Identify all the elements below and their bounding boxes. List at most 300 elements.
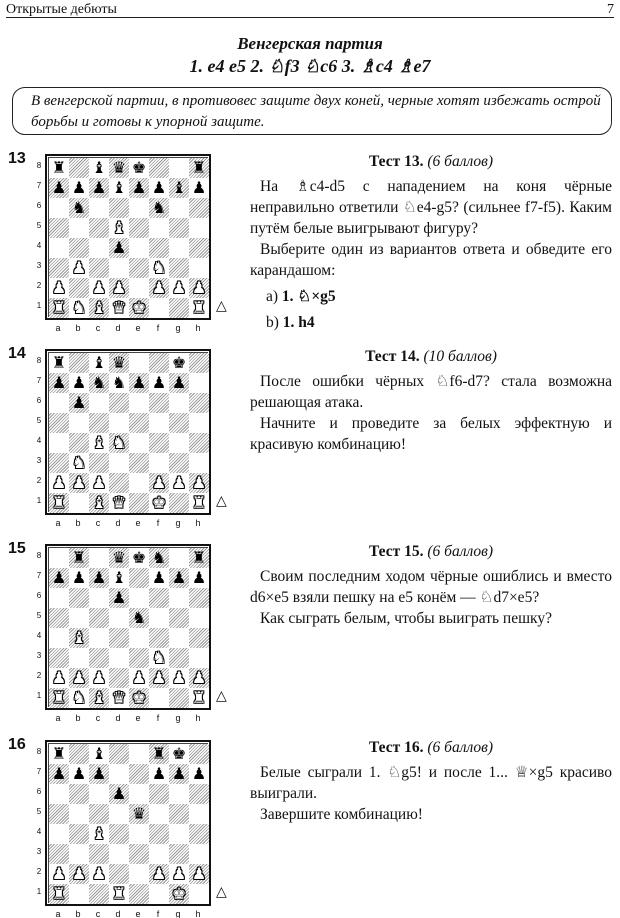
test-label: Тест 15.: [368, 543, 424, 560]
board-square: [169, 844, 189, 864]
white-pawn-icon: ♟: [51, 473, 67, 492]
board-square: [149, 628, 169, 648]
white-knight-icon: ♞: [71, 298, 87, 317]
test-points: (6 баллов): [427, 153, 494, 170]
black-pawn-icon: ♟: [71, 178, 87, 197]
board-square: [149, 413, 169, 433]
rank-labels: [35, 156, 43, 316]
file-labels: [48, 909, 208, 918]
black-pawn-icon: ♟: [51, 764, 67, 783]
test-14-text: [250, 346, 612, 455]
white-pawn-icon: ♟: [191, 668, 207, 687]
board-square: [69, 608, 89, 628]
board-square: [69, 178, 89, 198]
board-square: [109, 824, 129, 844]
board-square: [169, 258, 189, 278]
board-square: [109, 568, 129, 588]
board-grid: [48, 547, 208, 707]
file-label: h: [195, 713, 201, 723]
board-square: [69, 764, 89, 784]
board-square: [129, 784, 149, 804]
opening-title: Венгерская партия: [237, 34, 383, 53]
white-pawn-icon: ♟: [51, 864, 67, 883]
board-square: [49, 453, 69, 473]
board-square: [129, 238, 149, 258]
black-knight-icon: ♞: [111, 373, 127, 392]
rank-label: 7: [36, 376, 42, 385]
diagram-number: 16: [8, 736, 26, 753]
diagram-13: [8, 150, 227, 335]
board-square: [49, 353, 69, 373]
board-square: [89, 373, 109, 393]
white-pawn-icon: ♟: [51, 668, 67, 687]
white-knight-icon: ♞: [71, 453, 87, 472]
board-square: [49, 298, 69, 318]
board-square: [69, 198, 89, 218]
white-pawn-icon: ♟: [151, 473, 167, 492]
white-pawn-icon: ♟: [171, 864, 187, 883]
white-knight-icon: ♞: [151, 648, 167, 667]
file-label: f: [156, 518, 160, 528]
white-pawn-icon: ♟: [91, 668, 107, 687]
board-square: [129, 158, 149, 178]
board-square: [189, 278, 209, 298]
black-queen-icon: ♛: [111, 353, 127, 372]
board-square: [169, 473, 189, 493]
board-square: [169, 884, 189, 904]
white-pawn-icon: ♟: [71, 473, 87, 492]
board-square: [69, 433, 89, 453]
board-square: [129, 393, 149, 413]
board-square: [109, 688, 129, 708]
black-pawn-icon: ♟: [51, 178, 67, 197]
rank-label: 6: [36, 201, 42, 210]
board-square: [149, 393, 169, 413]
board-square: [49, 608, 69, 628]
rank-label: 1: [36, 691, 42, 700]
board-square: [189, 884, 209, 904]
board-square: [109, 473, 129, 493]
board-square: [189, 158, 209, 178]
black-bishop-icon: ♝: [111, 568, 127, 587]
rank-label: 1: [36, 301, 42, 310]
board-square: [69, 844, 89, 864]
black-pawn-icon: ♟: [71, 764, 87, 783]
chessboard: [45, 349, 211, 515]
white-pawn-icon: ♟: [171, 668, 187, 687]
white-pawn-icon: ♟: [151, 668, 167, 687]
board-square: [129, 258, 149, 278]
board-square: [49, 238, 69, 258]
rank-label: 3: [36, 456, 42, 465]
board-square: [149, 373, 169, 393]
board-square: [49, 433, 69, 453]
rank-label: 4: [36, 436, 42, 445]
board-square: [169, 373, 189, 393]
white-bishop-icon: ♝: [91, 688, 107, 707]
board-square: [189, 393, 209, 413]
board-square: [89, 884, 109, 904]
rank-label: 7: [36, 181, 42, 190]
board-square: [189, 628, 209, 648]
white-bishop-icon: ♝: [91, 433, 107, 452]
test-heading: [250, 541, 612, 562]
rank-label: 6: [36, 591, 42, 600]
board-square: [149, 864, 169, 884]
test-heading: [250, 151, 612, 172]
board-square: [89, 353, 109, 373]
black-pawn-icon: ♟: [171, 764, 187, 783]
board-square: [89, 608, 109, 628]
board-square: [149, 158, 169, 178]
file-label: g: [175, 713, 181, 723]
board-square: [109, 178, 129, 198]
board-grid: [48, 352, 208, 512]
board-square: [89, 413, 109, 433]
board-square: [149, 784, 169, 804]
board-square: [109, 864, 129, 884]
board-square: [109, 804, 129, 824]
board-square: [69, 548, 89, 568]
board-square: [149, 473, 169, 493]
board-square: [129, 198, 149, 218]
file-label: c: [95, 909, 101, 918]
white-king-icon: ♚: [171, 884, 187, 903]
board-square: [169, 413, 189, 433]
black-pawn-icon: ♟: [191, 568, 207, 587]
board-square: [69, 258, 89, 278]
black-pawn-icon: ♟: [51, 568, 67, 587]
board-square: [149, 238, 169, 258]
black-pawn-icon: ♟: [191, 764, 207, 783]
white-rook-icon: ♜: [191, 688, 207, 707]
board-square: [189, 453, 209, 473]
board-square: [169, 568, 189, 588]
board-square: [109, 784, 129, 804]
file-label: b: [75, 909, 81, 918]
white-to-move-icon: △: [216, 884, 227, 900]
file-label: e: [135, 323, 141, 333]
board-square: [129, 824, 149, 844]
rank-label: 4: [36, 241, 42, 250]
board-square: [189, 764, 209, 784]
board-square: [129, 353, 149, 373]
board-square: [129, 433, 149, 453]
board-square: [189, 238, 209, 258]
rank-label: 8: [36, 551, 42, 560]
white-pawn-icon: ♟: [71, 864, 87, 883]
board-square: [49, 804, 69, 824]
board-square: [69, 568, 89, 588]
test-label: Тест 13.: [368, 153, 424, 170]
board-square: [49, 824, 69, 844]
rank-label: 5: [36, 221, 42, 230]
black-rook-icon: ♜: [191, 548, 207, 567]
board-square: [169, 353, 189, 373]
rank-label: 6: [36, 396, 42, 405]
board-square: [49, 784, 69, 804]
board-square: [89, 628, 109, 648]
file-label: h: [195, 909, 201, 918]
white-knight-icon: ♞: [71, 688, 87, 707]
board-square: [169, 588, 189, 608]
board-square: [169, 298, 189, 318]
board-square: [69, 668, 89, 688]
board-square: [69, 413, 89, 433]
file-label: b: [75, 518, 81, 528]
white-pawn-icon: ♟: [71, 668, 87, 687]
opening-moves: 1. e4 e5 2. ♘f3 ♘c6 3. ♗c4 ♗e7: [189, 56, 431, 76]
board-square: [89, 178, 109, 198]
test-points: (10 баллов): [423, 348, 497, 365]
board-square: [89, 218, 109, 238]
file-labels: [48, 323, 208, 333]
white-pawn-icon: ♟: [171, 473, 187, 492]
board-square: [49, 218, 69, 238]
black-pawn-icon: ♟: [111, 238, 127, 257]
white-queen-icon: ♛: [111, 688, 127, 707]
white-knight-icon: ♞: [151, 258, 167, 277]
white-pawn-icon: ♟: [91, 278, 107, 297]
diagram-number: 14: [8, 345, 26, 362]
black-pawn-icon: ♟: [71, 568, 87, 587]
board-square: [69, 804, 89, 824]
board-square: [109, 158, 129, 178]
white-to-move-icon: △: [216, 493, 227, 509]
black-pawn-icon: ♟: [71, 373, 87, 392]
board-square: [109, 278, 129, 298]
board-square: [169, 628, 189, 648]
rank-label: 5: [36, 807, 42, 816]
board-square: [189, 198, 209, 218]
board-square: [89, 238, 109, 258]
black-pawn-icon: ♟: [191, 178, 207, 197]
board-square: [49, 744, 69, 764]
white-pawn-icon: ♟: [191, 278, 207, 297]
board-square: [89, 433, 109, 453]
black-rook-icon: ♜: [151, 744, 167, 763]
file-label: d: [115, 323, 121, 333]
board-square: [89, 568, 109, 588]
board-square: [49, 688, 69, 708]
black-pawn-icon: ♟: [111, 784, 127, 803]
board-square: [129, 568, 149, 588]
board-square: [189, 373, 209, 393]
board-square: [69, 884, 89, 904]
test-heading: [250, 346, 612, 367]
board-square: [129, 668, 149, 688]
board-square: [109, 373, 129, 393]
file-label: f: [156, 323, 160, 333]
rank-label: 5: [36, 416, 42, 425]
black-rook-icon: ♜: [51, 158, 67, 177]
option-letter: a): [266, 288, 279, 305]
board-grid: [48, 743, 208, 903]
board-square: [169, 548, 189, 568]
board-square: [149, 298, 169, 318]
board-square: [89, 258, 109, 278]
board-square: [69, 628, 89, 648]
rank-label: 3: [36, 651, 42, 660]
board-square: [89, 198, 109, 218]
board-square: [129, 548, 149, 568]
task-paragraph: После ошибки чёрных ♘f6-d7? стала возможна решающая атака.: [250, 373, 612, 411]
board-square: [189, 744, 209, 764]
board-square: [169, 688, 189, 708]
rank-label: 1: [36, 887, 42, 896]
board-square: [89, 844, 109, 864]
board-square: [109, 453, 129, 473]
file-label: c: [95, 323, 101, 333]
chessboard: [45, 740, 211, 906]
black-king-icon: ♚: [131, 548, 147, 567]
board-square: [89, 688, 109, 708]
board-square: [69, 588, 89, 608]
black-pawn-icon: ♟: [111, 588, 127, 607]
white-pawn-icon: ♟: [191, 473, 207, 492]
file-label: f: [156, 909, 160, 918]
black-pawn-icon: ♟: [171, 373, 187, 392]
board-square: [189, 588, 209, 608]
board-square: [89, 668, 109, 688]
board-square: [169, 198, 189, 218]
board-square: [89, 278, 109, 298]
test-points: (6 баллов): [427, 543, 494, 560]
board-square: [49, 413, 69, 433]
board-square: [49, 628, 69, 648]
board-square: [189, 668, 209, 688]
board-square: [129, 804, 149, 824]
board-square: [89, 864, 109, 884]
board-square: [189, 298, 209, 318]
board-square: [169, 493, 189, 513]
board-square: [109, 844, 129, 864]
board-square: [89, 453, 109, 473]
board-square: [49, 178, 69, 198]
rank-label: 8: [36, 747, 42, 756]
board-square: [49, 373, 69, 393]
board-square: [129, 373, 149, 393]
board-square: [169, 608, 189, 628]
board-square: [109, 433, 129, 453]
board-square: [69, 298, 89, 318]
board-square: [89, 764, 109, 784]
white-pawn-icon: ♟: [151, 864, 167, 883]
board-square: [89, 493, 109, 513]
board-square: [49, 588, 69, 608]
answer-option[interactable]: [266, 312, 612, 333]
black-knight-icon: ♞: [71, 198, 87, 217]
file-label: h: [195, 518, 201, 528]
board-square: [149, 493, 169, 513]
board-square: [169, 238, 189, 258]
option-move: 1. h4: [282, 314, 315, 331]
board-square: [49, 198, 69, 218]
board-square: [129, 764, 149, 784]
board-square: [149, 198, 169, 218]
black-queen-icon: ♛: [131, 804, 147, 823]
board-square: [109, 198, 129, 218]
black-rook-icon: ♜: [51, 744, 67, 763]
file-label: b: [75, 323, 81, 333]
board-square: [49, 548, 69, 568]
task-paragraph: На ♗c4-d5 с нападением на коня чёрные неправильно ответили ♘e4-g5? (сильнее f7-f5). Каким путём белые выигрывают фигуру?: [250, 178, 612, 237]
board-square: [89, 804, 109, 824]
rank-label: 2: [36, 476, 42, 485]
board-square: [129, 453, 149, 473]
board-square: [109, 548, 129, 568]
board-square: [109, 393, 129, 413]
file-label: d: [115, 713, 121, 723]
file-label: g: [175, 323, 181, 333]
board-square: [169, 744, 189, 764]
board-square: [49, 568, 69, 588]
file-label: a: [55, 323, 61, 333]
board-square: [149, 648, 169, 668]
board-square: [149, 548, 169, 568]
white-rook-icon: ♜: [191, 493, 207, 512]
board-square: [49, 393, 69, 413]
board-square: [89, 473, 109, 493]
black-rook-icon: ♜: [191, 158, 207, 177]
white-pawn-icon: ♟: [51, 278, 67, 297]
black-bishop-icon: ♝: [91, 744, 107, 763]
white-rook-icon: ♜: [51, 298, 67, 317]
black-pawn-icon: ♟: [151, 568, 167, 587]
file-label: c: [95, 713, 101, 723]
rank-label: 3: [36, 261, 42, 270]
board-square: [129, 218, 149, 238]
board-square: [109, 648, 129, 668]
answer-option[interactable]: [266, 286, 612, 307]
white-pawn-icon: ♟: [191, 864, 207, 883]
board-square: [69, 784, 89, 804]
task-paragraph: Белые сыграли 1. ♘g5! и после 1... ♕×g5 красиво выиграли.: [250, 764, 612, 802]
black-pawn-icon: ♟: [151, 178, 167, 197]
option-move: 1. ♘×g5: [281, 288, 336, 305]
board-square: [69, 864, 89, 884]
black-pawn-icon: ♟: [51, 373, 67, 392]
board-square: [109, 668, 129, 688]
board-square: [109, 608, 129, 628]
board-square: [129, 628, 149, 648]
board-square: [189, 413, 209, 433]
running-header: [6, 2, 614, 18]
board-square: [69, 453, 89, 473]
board-square: [169, 393, 189, 413]
board-square: [189, 493, 209, 513]
black-pawn-icon: ♟: [151, 373, 167, 392]
black-rook-icon: ♜: [51, 353, 67, 372]
chessboard: [45, 544, 211, 710]
board-square: [149, 588, 169, 608]
board-square: [169, 804, 189, 824]
black-king-icon: ♚: [171, 744, 187, 763]
white-king-icon: ♚: [151, 493, 167, 512]
rank-label: 2: [36, 867, 42, 876]
board-square: [189, 648, 209, 668]
white-king-icon: ♚: [131, 688, 147, 707]
board-square: [169, 158, 189, 178]
board-square: [89, 824, 109, 844]
board-square: [189, 433, 209, 453]
board-square: [129, 473, 149, 493]
rank-label: 3: [36, 847, 42, 856]
diagram-15: [8, 540, 227, 725]
board-square: [169, 278, 189, 298]
board-square: [89, 548, 109, 568]
black-knight-icon: ♞: [151, 198, 167, 217]
